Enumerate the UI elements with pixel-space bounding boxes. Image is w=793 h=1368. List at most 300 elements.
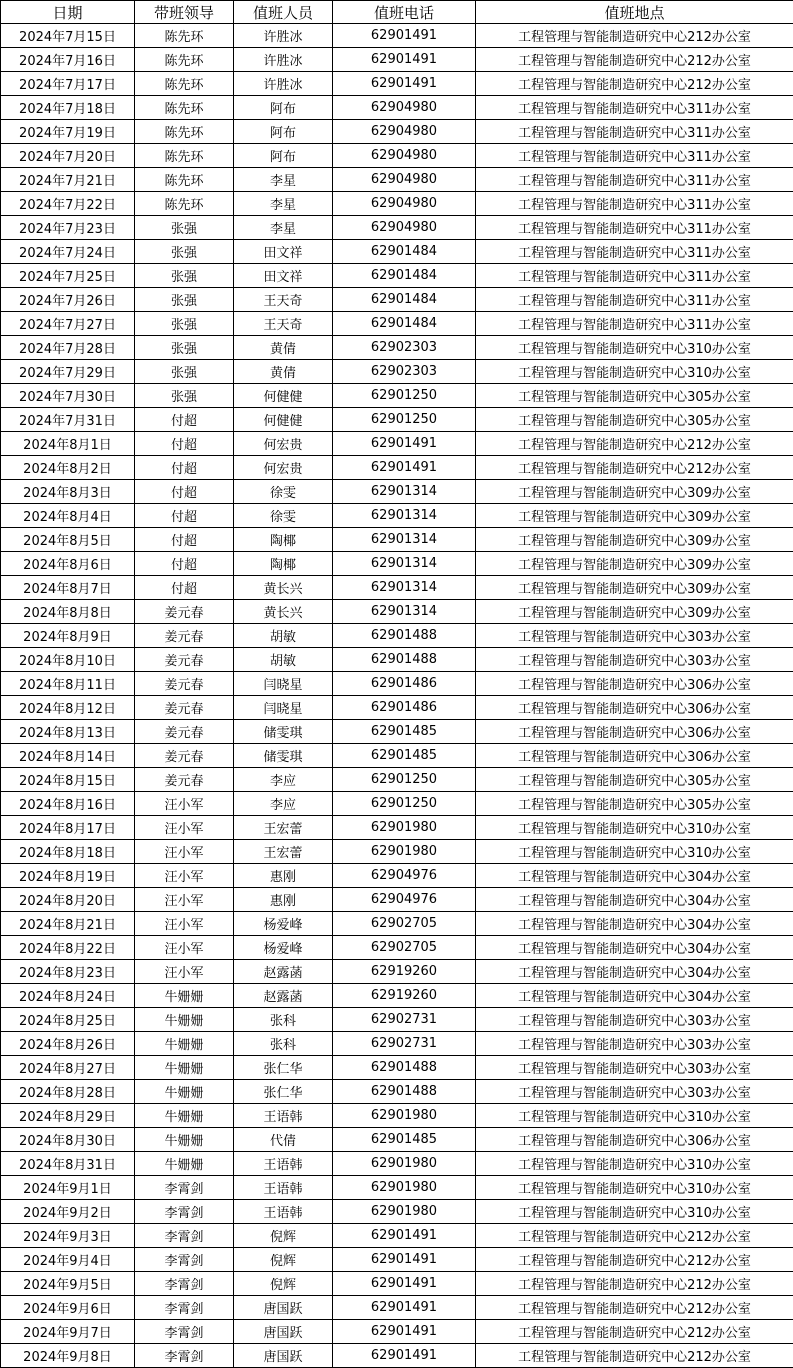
phone-cell: 62901314	[333, 528, 476, 552]
leader-cell: 李霄剑	[135, 1176, 234, 1200]
phone-cell: 62901314	[333, 600, 476, 624]
location-cell: 工程管理与智能制造研究中心311办公室	[476, 144, 793, 168]
phone-cell: 62901980	[333, 1152, 476, 1176]
staff-cell: 许胜冰	[234, 72, 333, 96]
phone-cell: 62901491	[333, 1344, 476, 1368]
location-cell: 工程管理与智能制造研究中心303办公室	[476, 648, 793, 672]
staff-cell: 王语韩	[234, 1152, 333, 1176]
leader-cell: 汪小军	[135, 888, 234, 912]
staff-cell: 李星	[234, 216, 333, 240]
table-row	[1, 312, 793, 336]
table-row	[1, 408, 793, 432]
table-row	[1, 1128, 793, 1152]
phone-cell: 62919260	[333, 960, 476, 984]
location-cell: 工程管理与智能制造研究中心311办公室	[476, 264, 793, 288]
phone-cell: 62904976	[333, 888, 476, 912]
date-cell: 2024年9月6日	[1, 1296, 135, 1320]
staff-cell: 倪辉	[234, 1224, 333, 1248]
leader-cell: 付超	[135, 408, 234, 432]
staff-cell: 闫晓星	[234, 696, 333, 720]
leader-cell: 付超	[135, 480, 234, 504]
leader-cell: 付超	[135, 432, 234, 456]
phone-cell: 62901491	[333, 24, 476, 48]
location-cell: 工程管理与智能制造研究中心311办公室	[476, 168, 793, 192]
date-cell: 2024年8月16日	[1, 792, 135, 816]
phone-cell: 62901491	[333, 432, 476, 456]
location-cell: 工程管理与智能制造研究中心303办公室	[476, 1032, 793, 1056]
table-row	[1, 1248, 793, 1272]
leader-cell: 牛姗姗	[135, 1152, 234, 1176]
table-row	[1, 1224, 793, 1248]
date-cell: 2024年7月26日	[1, 288, 135, 312]
date-cell: 2024年8月15日	[1, 768, 135, 792]
staff-cell: 闫晓星	[234, 672, 333, 696]
leader-cell: 陈先环	[135, 120, 234, 144]
leader-cell: 汪小军	[135, 936, 234, 960]
staff-cell: 田文祥	[234, 240, 333, 264]
leader-cell: 付超	[135, 456, 234, 480]
location-cell: 工程管理与智能制造研究中心212办公室	[476, 1296, 793, 1320]
date-cell: 2024年8月4日	[1, 504, 135, 528]
phone-cell: 62904980	[333, 216, 476, 240]
date-cell: 2024年8月24日	[1, 984, 135, 1008]
location-cell: 工程管理与智能制造研究中心310办公室	[476, 360, 793, 384]
staff-cell: 何健健	[234, 384, 333, 408]
staff-cell: 何宏贵	[234, 456, 333, 480]
location-cell: 工程管理与智能制造研究中心305办公室	[476, 384, 793, 408]
table-row	[1, 504, 793, 528]
phone-cell: 62901314	[333, 576, 476, 600]
location-cell: 工程管理与智能制造研究中心305办公室	[476, 768, 793, 792]
table-row	[1, 912, 793, 936]
date-cell: 2024年8月25日	[1, 1008, 135, 1032]
table-row	[1, 288, 793, 312]
leader-cell: 陈先环	[135, 192, 234, 216]
leader-cell: 李霄剑	[135, 1296, 234, 1320]
location-cell: 工程管理与智能制造研究中心306办公室	[476, 744, 793, 768]
location-cell: 工程管理与智能制造研究中心304办公室	[476, 984, 793, 1008]
date-cell: 2024年8月20日	[1, 888, 135, 912]
phone-cell: 62901980	[333, 1104, 476, 1128]
staff-cell: 王宏蕾	[234, 840, 333, 864]
date-cell: 2024年9月8日	[1, 1344, 135, 1368]
staff-cell: 王语韩	[234, 1200, 333, 1224]
header-location: 值班地点	[476, 1, 793, 24]
header-date: 日期	[1, 1, 135, 24]
leader-cell: 张强	[135, 360, 234, 384]
leader-cell: 李霄剑	[135, 1320, 234, 1344]
table-row	[1, 456, 793, 480]
staff-cell: 代倩	[234, 1128, 333, 1152]
table-row	[1, 1152, 793, 1176]
phone-cell: 62901491	[333, 1296, 476, 1320]
staff-cell: 黄倩	[234, 360, 333, 384]
phone-cell: 62902731	[333, 1008, 476, 1032]
staff-cell: 李星	[234, 168, 333, 192]
staff-cell: 何宏贵	[234, 432, 333, 456]
location-cell: 工程管理与智能制造研究中心304办公室	[476, 888, 793, 912]
date-cell: 2024年7月28日	[1, 336, 135, 360]
table-row	[1, 96, 793, 120]
table-row	[1, 768, 793, 792]
date-cell: 2024年9月1日	[1, 1176, 135, 1200]
staff-cell: 储雯琪	[234, 744, 333, 768]
staff-cell: 李星	[234, 192, 333, 216]
date-cell: 2024年7月23日	[1, 216, 135, 240]
date-cell: 2024年7月22日	[1, 192, 135, 216]
leader-cell: 陈先环	[135, 24, 234, 48]
staff-cell: 胡敏	[234, 648, 333, 672]
date-cell: 2024年7月29日	[1, 360, 135, 384]
date-cell: 2024年7月24日	[1, 240, 135, 264]
header-phone: 值班电话	[333, 1, 476, 24]
location-cell: 工程管理与智能制造研究中心311办公室	[476, 96, 793, 120]
staff-cell: 李应	[234, 792, 333, 816]
staff-cell: 陶椰	[234, 552, 333, 576]
phone-cell: 62901250	[333, 384, 476, 408]
date-cell: 2024年8月23日	[1, 960, 135, 984]
location-cell: 工程管理与智能制造研究中心310办公室	[476, 1104, 793, 1128]
date-cell: 2024年7月20日	[1, 144, 135, 168]
table-row	[1, 72, 793, 96]
date-cell: 2024年8月17日	[1, 816, 135, 840]
date-cell: 2024年8月22日	[1, 936, 135, 960]
phone-cell: 62901488	[333, 648, 476, 672]
table-row	[1, 648, 793, 672]
staff-cell: 陶椰	[234, 528, 333, 552]
table-row	[1, 1176, 793, 1200]
table-row	[1, 1008, 793, 1032]
leader-cell: 汪小军	[135, 960, 234, 984]
leader-cell: 牛姗姗	[135, 1080, 234, 1104]
leader-cell: 陈先环	[135, 48, 234, 72]
date-cell: 2024年8月8日	[1, 600, 135, 624]
location-cell: 工程管理与智能制造研究中心212办公室	[476, 72, 793, 96]
phone-cell: 62901485	[333, 1128, 476, 1152]
location-cell: 工程管理与智能制造研究中心309办公室	[476, 600, 793, 624]
date-cell: 2024年8月14日	[1, 744, 135, 768]
location-cell: 工程管理与智能制造研究中心310办公室	[476, 1152, 793, 1176]
location-cell: 工程管理与智能制造研究中心212办公室	[476, 456, 793, 480]
location-cell: 工程管理与智能制造研究中心304办公室	[476, 864, 793, 888]
location-cell: 工程管理与智能制造研究中心311办公室	[476, 288, 793, 312]
location-cell: 工程管理与智能制造研究中心311办公室	[476, 216, 793, 240]
date-cell: 2024年7月17日	[1, 72, 135, 96]
table-row	[1, 816, 793, 840]
staff-cell: 王语韩	[234, 1176, 333, 1200]
phone-cell: 62901491	[333, 48, 476, 72]
table-row	[1, 168, 793, 192]
date-cell: 2024年7月19日	[1, 120, 135, 144]
phone-cell: 62901484	[333, 240, 476, 264]
date-cell: 2024年8月9日	[1, 624, 135, 648]
leader-cell: 张强	[135, 312, 234, 336]
date-cell: 2024年9月2日	[1, 1200, 135, 1224]
table-row	[1, 552, 793, 576]
date-cell: 2024年7月27日	[1, 312, 135, 336]
date-cell: 2024年7月16日	[1, 48, 135, 72]
location-cell: 工程管理与智能制造研究中心310办公室	[476, 816, 793, 840]
phone-cell: 62901485	[333, 720, 476, 744]
leader-cell: 付超	[135, 504, 234, 528]
phone-cell: 62902705	[333, 912, 476, 936]
table-row	[1, 240, 793, 264]
phone-cell: 62902303	[333, 360, 476, 384]
phone-cell: 62901250	[333, 408, 476, 432]
leader-cell: 李霄剑	[135, 1272, 234, 1296]
staff-cell: 李应	[234, 768, 333, 792]
table-row	[1, 1056, 793, 1080]
table-header	[1, 1, 793, 24]
leader-cell: 姜元春	[135, 696, 234, 720]
staff-cell: 徐雯	[234, 504, 333, 528]
leader-cell: 牛姗姗	[135, 1008, 234, 1032]
leader-cell: 李霄剑	[135, 1248, 234, 1272]
leader-cell: 汪小军	[135, 840, 234, 864]
phone-cell: 62904980	[333, 168, 476, 192]
location-cell: 工程管理与智能制造研究中心212办公室	[476, 432, 793, 456]
leader-cell: 张强	[135, 288, 234, 312]
table-row	[1, 1080, 793, 1104]
phone-cell: 62901491	[333, 1320, 476, 1344]
phone-cell: 62902303	[333, 336, 476, 360]
leader-cell: 付超	[135, 528, 234, 552]
table-row	[1, 120, 793, 144]
table-row	[1, 1200, 793, 1224]
location-cell: 工程管理与智能制造研究中心306办公室	[476, 672, 793, 696]
location-cell: 工程管理与智能制造研究中心310办公室	[476, 840, 793, 864]
date-cell: 2024年8月1日	[1, 432, 135, 456]
location-cell: 工程管理与智能制造研究中心309办公室	[476, 504, 793, 528]
leader-cell: 汪小军	[135, 816, 234, 840]
leader-cell: 姜元春	[135, 672, 234, 696]
table-row	[1, 1104, 793, 1128]
phone-cell: 62901314	[333, 480, 476, 504]
table-row	[1, 624, 793, 648]
staff-cell: 惠刚	[234, 864, 333, 888]
staff-cell: 王语韩	[234, 1104, 333, 1128]
location-cell: 工程管理与智能制造研究中心310办公室	[476, 336, 793, 360]
staff-cell: 田文祥	[234, 264, 333, 288]
leader-cell: 汪小军	[135, 864, 234, 888]
location-cell: 工程管理与智能制造研究中心306办公室	[476, 696, 793, 720]
table-row	[1, 144, 793, 168]
staff-cell: 黄倩	[234, 336, 333, 360]
date-cell: 2024年8月2日	[1, 456, 135, 480]
table-body	[1, 24, 793, 1368]
location-cell: 工程管理与智能制造研究中心309办公室	[476, 576, 793, 600]
staff-cell: 唐国跃	[234, 1296, 333, 1320]
phone-cell: 62901488	[333, 1056, 476, 1080]
location-cell: 工程管理与智能制造研究中心212办公室	[476, 1320, 793, 1344]
table-row	[1, 1320, 793, 1344]
table-row	[1, 984, 793, 1008]
staff-cell: 黄长兴	[234, 576, 333, 600]
date-cell: 2024年8月3日	[1, 480, 135, 504]
location-cell: 工程管理与智能制造研究中心212办公室	[476, 48, 793, 72]
location-cell: 工程管理与智能制造研究中心303办公室	[476, 1008, 793, 1032]
phone-cell: 62904980	[333, 192, 476, 216]
header-leader: 带班领导	[135, 1, 234, 24]
leader-cell: 姜元春	[135, 720, 234, 744]
location-cell: 工程管理与智能制造研究中心304办公室	[476, 936, 793, 960]
location-cell: 工程管理与智能制造研究中心304办公室	[476, 912, 793, 936]
staff-cell: 杨爱峰	[234, 936, 333, 960]
staff-cell: 唐国跃	[234, 1344, 333, 1368]
phone-cell: 62901484	[333, 312, 476, 336]
phone-cell: 62901980	[333, 1200, 476, 1224]
staff-cell: 王天奇	[234, 288, 333, 312]
leader-cell: 陈先环	[135, 144, 234, 168]
phone-cell: 62902731	[333, 1032, 476, 1056]
date-cell: 2024年7月18日	[1, 96, 135, 120]
table-row	[1, 576, 793, 600]
leader-cell: 陈先环	[135, 168, 234, 192]
date-cell: 2024年8月19日	[1, 864, 135, 888]
staff-cell: 张仁华	[234, 1080, 333, 1104]
staff-cell: 杨爱峰	[234, 912, 333, 936]
leader-cell: 牛姗姗	[135, 1128, 234, 1152]
location-cell: 工程管理与智能制造研究中心303办公室	[476, 624, 793, 648]
date-cell: 2024年8月18日	[1, 840, 135, 864]
leader-cell: 李霄剑	[135, 1224, 234, 1248]
phone-cell: 62904980	[333, 96, 476, 120]
staff-cell: 倪辉	[234, 1248, 333, 1272]
leader-cell: 张强	[135, 264, 234, 288]
table-row	[1, 864, 793, 888]
table-row	[1, 192, 793, 216]
table-row	[1, 264, 793, 288]
phone-cell: 62904980	[333, 120, 476, 144]
location-cell: 工程管理与智能制造研究中心305办公室	[476, 408, 793, 432]
location-cell: 工程管理与智能制造研究中心306办公室	[476, 720, 793, 744]
leader-cell: 张强	[135, 384, 234, 408]
date-cell: 2024年7月25日	[1, 264, 135, 288]
phone-cell: 62901491	[333, 1224, 476, 1248]
staff-cell: 赵露菡	[234, 984, 333, 1008]
date-cell: 2024年9月4日	[1, 1248, 135, 1272]
phone-cell: 62901980	[333, 816, 476, 840]
staff-cell: 张科	[234, 1032, 333, 1056]
date-cell: 2024年8月30日	[1, 1128, 135, 1152]
phone-cell: 62901314	[333, 504, 476, 528]
table-row	[1, 384, 793, 408]
location-cell: 工程管理与智能制造研究中心310办公室	[476, 1176, 793, 1200]
staff-cell: 惠刚	[234, 888, 333, 912]
phone-cell: 62901250	[333, 768, 476, 792]
date-cell: 2024年8月28日	[1, 1080, 135, 1104]
location-cell: 工程管理与智能制造研究中心306办公室	[476, 1128, 793, 1152]
table-row	[1, 744, 793, 768]
date-cell: 2024年8月6日	[1, 552, 135, 576]
staff-cell: 许胜冰	[234, 48, 333, 72]
staff-cell: 储雯琪	[234, 720, 333, 744]
date-cell: 2024年8月26日	[1, 1032, 135, 1056]
leader-cell: 姜元春	[135, 744, 234, 768]
phone-cell: 62901250	[333, 792, 476, 816]
date-cell: 2024年8月12日	[1, 696, 135, 720]
table-row	[1, 792, 793, 816]
leader-cell: 张强	[135, 240, 234, 264]
leader-cell: 付超	[135, 552, 234, 576]
date-cell: 2024年8月5日	[1, 528, 135, 552]
phone-cell: 62901488	[333, 1080, 476, 1104]
table-row	[1, 600, 793, 624]
phone-cell: 62901484	[333, 288, 476, 312]
header-row	[1, 1, 793, 24]
phone-cell: 62901491	[333, 456, 476, 480]
date-cell: 2024年8月11日	[1, 672, 135, 696]
staff-cell: 唐国跃	[234, 1320, 333, 1344]
location-cell: 工程管理与智能制造研究中心309办公室	[476, 528, 793, 552]
date-cell: 2024年8月27日	[1, 1056, 135, 1080]
location-cell: 工程管理与智能制造研究中心303办公室	[476, 1080, 793, 1104]
staff-cell: 张仁华	[234, 1056, 333, 1080]
phone-cell: 62919260	[333, 984, 476, 1008]
staff-cell: 黄长兴	[234, 600, 333, 624]
location-cell: 工程管理与智能制造研究中心212办公室	[476, 1272, 793, 1296]
phone-cell: 62901484	[333, 264, 476, 288]
leader-cell: 陈先环	[135, 96, 234, 120]
location-cell: 工程管理与智能制造研究中心309办公室	[476, 480, 793, 504]
date-cell: 2024年8月7日	[1, 576, 135, 600]
date-cell: 2024年7月31日	[1, 408, 135, 432]
date-cell: 2024年8月10日	[1, 648, 135, 672]
location-cell: 工程管理与智能制造研究中心311办公室	[476, 192, 793, 216]
table-row	[1, 696, 793, 720]
table-row	[1, 528, 793, 552]
leader-cell: 张强	[135, 216, 234, 240]
leader-cell: 姜元春	[135, 600, 234, 624]
date-cell: 2024年8月29日	[1, 1104, 135, 1128]
table-row	[1, 480, 793, 504]
leader-cell: 汪小军	[135, 792, 234, 816]
phone-cell: 62901980	[333, 1176, 476, 1200]
staff-cell: 徐雯	[234, 480, 333, 504]
table-row	[1, 432, 793, 456]
leader-cell: 张强	[135, 336, 234, 360]
leader-cell: 姜元春	[135, 648, 234, 672]
leader-cell: 牛姗姗	[135, 1056, 234, 1080]
phone-cell: 62904980	[333, 144, 476, 168]
staff-cell: 倪辉	[234, 1272, 333, 1296]
table-row	[1, 336, 793, 360]
date-cell: 2024年7月15日	[1, 24, 135, 48]
table-row	[1, 672, 793, 696]
table-row	[1, 1344, 793, 1368]
date-cell: 2024年7月30日	[1, 384, 135, 408]
date-cell: 2024年7月21日	[1, 168, 135, 192]
table-row	[1, 24, 793, 48]
location-cell: 工程管理与智能制造研究中心305办公室	[476, 792, 793, 816]
table-row	[1, 1032, 793, 1056]
date-cell: 2024年9月3日	[1, 1224, 135, 1248]
staff-cell: 王宏蕾	[234, 816, 333, 840]
date-cell: 2024年9月5日	[1, 1272, 135, 1296]
location-cell: 工程管理与智能制造研究中心311办公室	[476, 312, 793, 336]
leader-cell: 牛姗姗	[135, 1104, 234, 1128]
date-cell: 2024年9月7日	[1, 1320, 135, 1344]
staff-cell: 胡敏	[234, 624, 333, 648]
phone-cell: 62901491	[333, 1272, 476, 1296]
phone-cell: 62901980	[333, 840, 476, 864]
staff-cell: 赵露菡	[234, 960, 333, 984]
leader-cell: 姜元春	[135, 624, 234, 648]
location-cell: 工程管理与智能制造研究中心212办公室	[476, 1248, 793, 1272]
table-row	[1, 360, 793, 384]
phone-cell: 62901314	[333, 552, 476, 576]
staff-cell: 何健健	[234, 408, 333, 432]
